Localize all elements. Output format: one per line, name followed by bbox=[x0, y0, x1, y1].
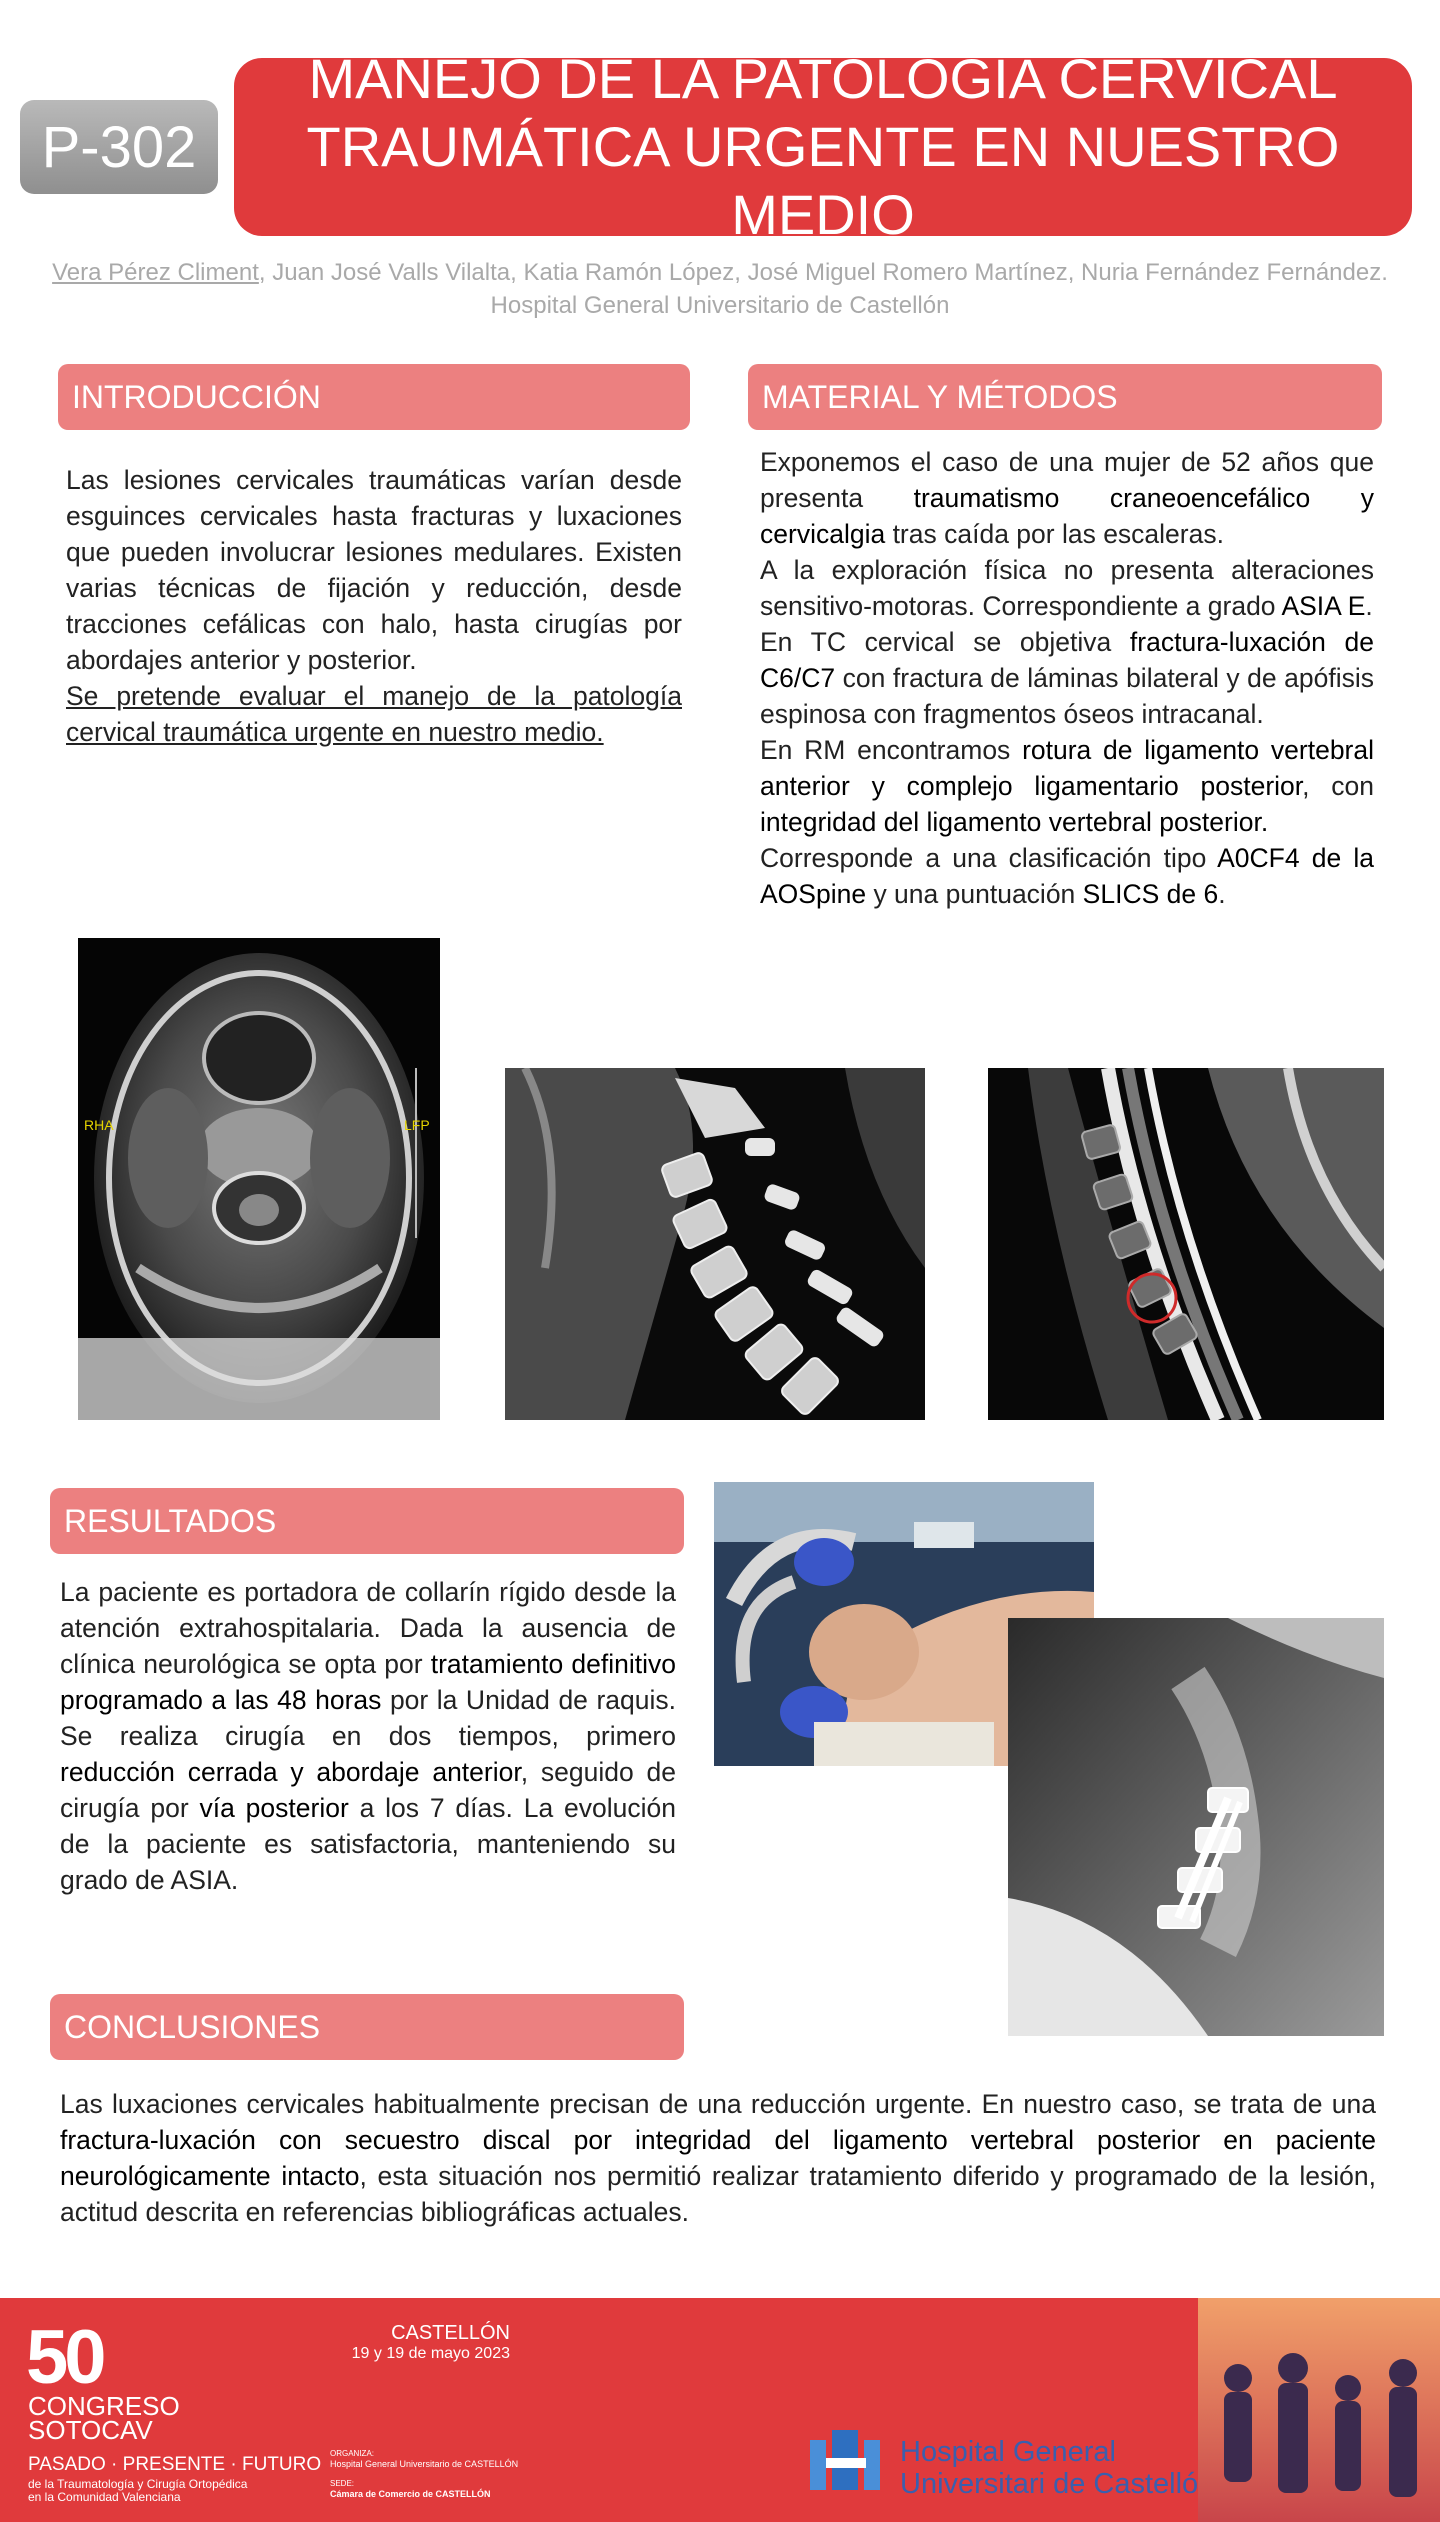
first-author: Vera Pérez Climent bbox=[52, 259, 259, 286]
methods-text bbox=[760, 444, 1374, 912]
author-list bbox=[20, 256, 1420, 289]
authors-block bbox=[20, 256, 1420, 322]
hospital-name: Hospital General Universitari de Castelló bbox=[900, 2436, 1199, 2500]
logo-number: 50 bbox=[26, 2315, 103, 2400]
results-text: La paciente es portadora de collarín rígido desde la atención extrahospitalaria. Dada la ausencia de clínica neurológica se opta por tratamiento definitivo programado a las 48 horas por la Unidad de raquis. Se realiza cirugía en dos tiempos, primero reducción cerrada y abordaje anterior, seguido de cirugía por vía posterior a los 7 días. La evolución de la paciente es satisfactoria, manteniendo su grado de ASIA. bbox=[60, 1577, 676, 1895]
hospital-logo-icon bbox=[804, 2420, 886, 2500]
label-left-side: LFP bbox=[404, 1117, 430, 1133]
congress-tagline: PASADO · PRESENTE · FUTURO bbox=[28, 2454, 322, 2475]
axial-mri-image bbox=[78, 938, 440, 1420]
methods-heading-text: MATERIAL Y MÉTODOS bbox=[762, 378, 1118, 415]
society-name: de la Traumatología y Cirugía Ortopédica en la Comunidad Valenciana bbox=[28, 2477, 248, 2504]
label-right-side: RHA bbox=[84, 1117, 114, 1133]
congress-line-2: SOTOCAV bbox=[28, 2415, 153, 2445]
title-line-1: MANEJO DE LA PATOLOGÍA CERVICAL bbox=[308, 47, 1338, 110]
event-dates: 19 y 19 de mayo 2023 bbox=[351, 2345, 510, 2362]
intro-text bbox=[66, 462, 682, 750]
venue-info: SEDE: Cámara de Comercio de CASTELLÓN bbox=[330, 2479, 491, 2499]
intro-heading bbox=[58, 364, 690, 430]
methods-line-4: En RM encontramos rotura de ligamento vertebral anterior y complejo ligamentario posterior, con integridad del ligamento vertebral posterior. bbox=[760, 735, 1375, 837]
congress-name bbox=[28, 2391, 180, 2445]
silhouettes-illustration bbox=[1198, 2298, 1440, 2522]
congress-logo bbox=[26, 2315, 146, 2400]
intro-objective: Se pretende evaluar el manejo de la patología cervical traumática urgente en nuestro medio. bbox=[66, 681, 682, 747]
organizer-info: ORGANIZA: Hospital General Universitario de CASTELLÓN bbox=[330, 2449, 519, 2469]
methods-line-1: Exponemos el caso de una mujer de 52 años que presenta traumatismo craneoencefálico y cervicalgia tras caída por las escaleras. bbox=[760, 447, 1374, 549]
footer-band bbox=[0, 2298, 1440, 2522]
methods-line-2: A la exploración física no presenta alteraciones sensitivo-motoras. Correspondiente a grado ASIA E. bbox=[760, 555, 1374, 621]
methods-line-3: En TC cervical se objetiva fractura-luxación de C6/C7 con fractura de láminas bilateral y de apófisis espinosa con fragmentos óseos intracanal. bbox=[760, 627, 1374, 729]
conclusions-heading bbox=[50, 1994, 684, 2060]
conclusions-heading-text: CONCLUSIONES bbox=[64, 2008, 321, 2045]
event-city: CASTELLÓN bbox=[391, 2322, 510, 2344]
conclusions-text: Las luxaciones cervicales habitualmente precisan de una reducción urgente. En nuestro caso, se trata de una fractura-luxación con secuestro discal por integridad del ligamento vertebral posterior en paciente neurológicamente intacto, esta situación nos permitió realizar tratamiento diferido y programado de la lesión, actitud descrita en referencias bibliográficas actuales. bbox=[60, 2089, 1376, 2227]
sagittal-mri-image bbox=[988, 1068, 1384, 1420]
methods-heading bbox=[748, 364, 1382, 430]
postop-xray-image bbox=[1008, 1618, 1384, 2036]
poster-title bbox=[234, 47, 1412, 246]
congress-line-1: CONGRESO bbox=[28, 2391, 180, 2421]
results-heading-text: RESULTADOS bbox=[64, 1502, 277, 1539]
poster-number: P-302 bbox=[41, 114, 197, 180]
affiliation: Hospital General Universitario de Castellón bbox=[490, 292, 950, 319]
intro-heading-text: INTRODUCCIÓN bbox=[72, 378, 321, 415]
methods-line-5: Corresponde a una clasificación tipo A0CF4 de la AOSpine y una puntuación SLICS de 6. bbox=[760, 843, 1374, 909]
poster-number-badge bbox=[20, 100, 218, 194]
event-location bbox=[330, 2322, 510, 2363]
results-heading bbox=[50, 1488, 684, 1554]
title-line-2: TRAUMÁTICA URGENTE EN NUESTRO MEDIO bbox=[306, 115, 1340, 246]
intro-paragraph: Las lesiones cervicales traumáticas varían desde esguinces cervicales hasta fracturas y luxaciones que pueden involucrar lesiones medulares. Existen varias técnicas de fijación y reducción, desde tracciones cefálicas con halo, hasta cirugías por abordajes anterior y posterior. bbox=[66, 465, 682, 675]
co-authors: , Juan José Valls Vilalta, Katia Ramón López, José Miguel Romero Martínez, Nuria Fernández Fernández. bbox=[258, 259, 1388, 286]
sagittal-ct-image bbox=[505, 1068, 925, 1420]
